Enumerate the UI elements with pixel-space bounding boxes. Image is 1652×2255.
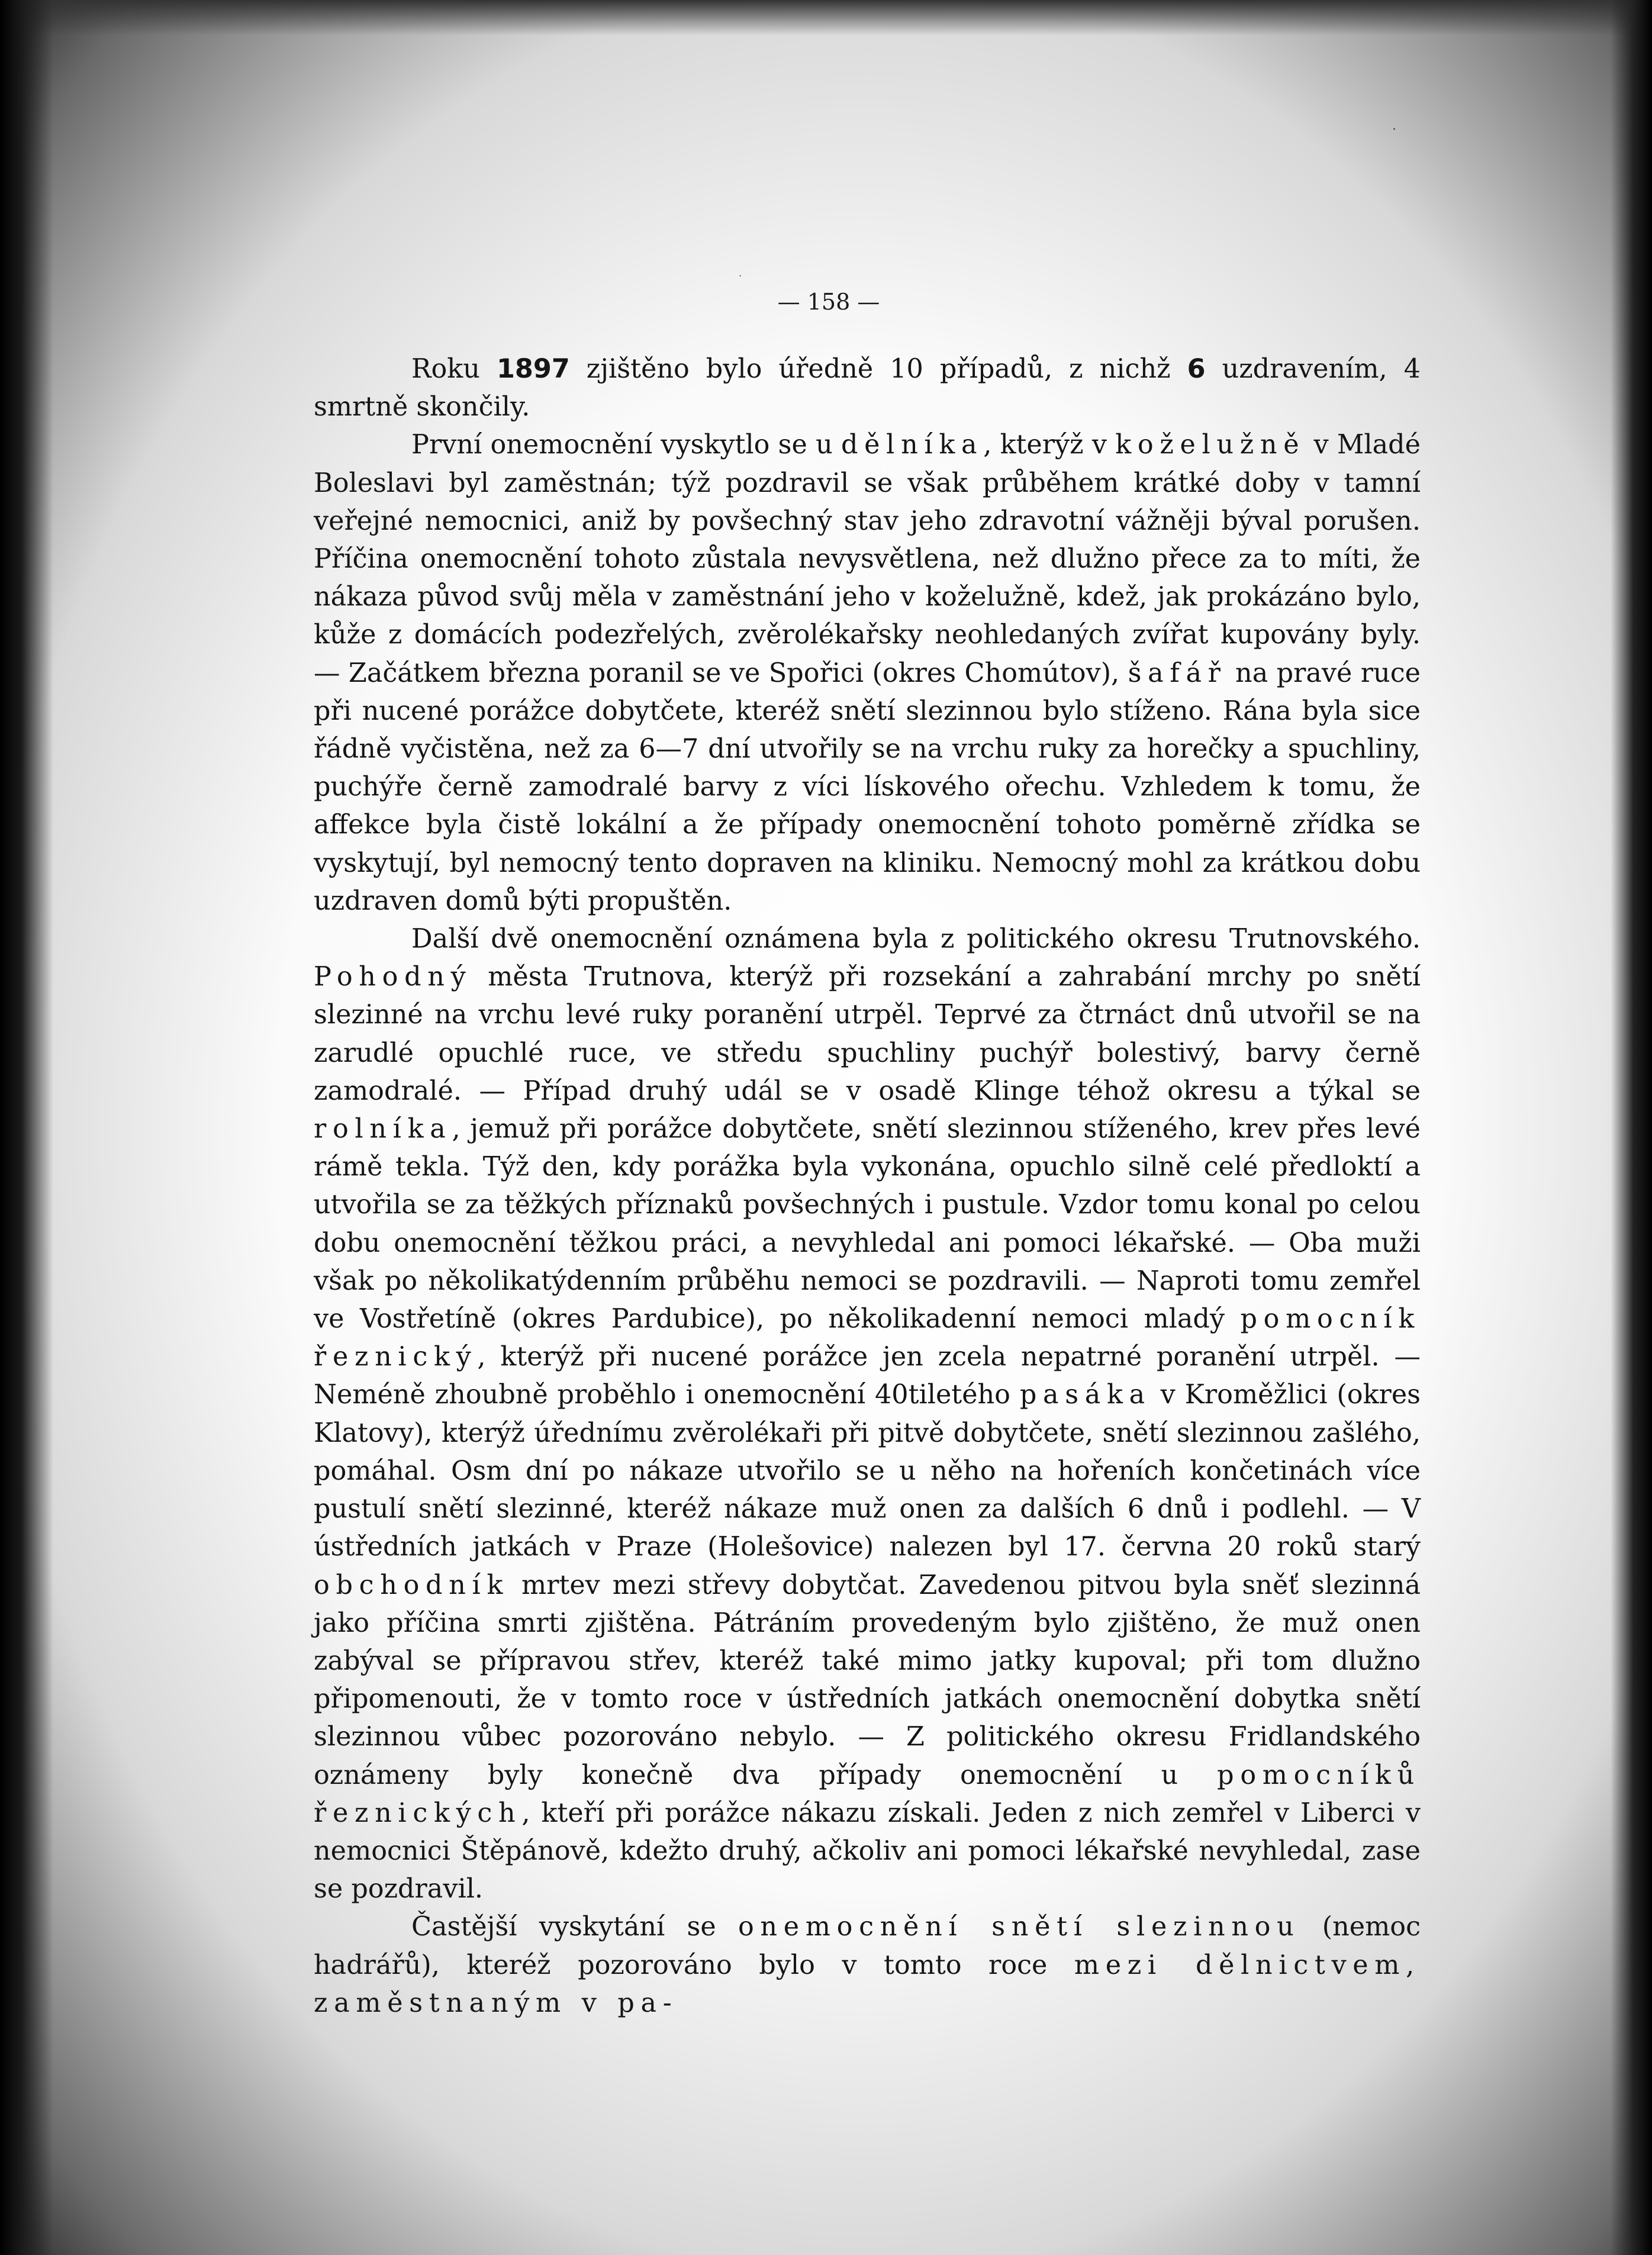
- text-run: , kterýž při nucené porážce jen zcela nepatrné poranění utrpěl. — Neméně zhoubně proběhlo i onemocnění 40tiletého: [314, 1342, 1421, 1410]
- spaced-emphasis: pomocník řeznický: [314, 1304, 1421, 1373]
- speck: .: [1392, 118, 1396, 133]
- bold-number: 6: [1187, 354, 1206, 384]
- bold-number: 1897: [496, 354, 570, 384]
- paragraph: [314, 426, 1421, 920]
- text-run: , kterýž v: [983, 430, 1116, 460]
- body-text: [314, 350, 1421, 2022]
- spaced-emphasis: rolníka: [314, 1114, 452, 1145]
- text-run: Roku: [411, 354, 497, 384]
- spaced-emphasis: mezi dělnictvem, zaměstnaným v pa-: [314, 1950, 1421, 2018]
- text-run: uzdravením, 4 smrtně skončily.: [314, 354, 1421, 423]
- spaced-emphasis: onemocnění snětí slezinnou: [738, 1912, 1300, 1942]
- paragraph: [314, 350, 1421, 426]
- spaced-emphasis: pasáka: [1019, 1380, 1151, 1410]
- text-run: Častější vyskytání se: [411, 1912, 738, 1942]
- text-run: První onemocnění vyskytlo se u: [411, 430, 841, 460]
- text-run: , kteří při porážce nákazu získali. Jeden z nich zemřel v Liberci v nemocnici Štěpánově, kdežto druhý, ačkoliv ani pomoci lékařské nevyhledal, zase se pozdravil.: [314, 1797, 1421, 1905]
- page-number: — 158 —: [777, 289, 880, 315]
- spaced-emphasis: Pohodný: [314, 962, 472, 993]
- scan-shadow-right: [1611, 0, 1652, 2255]
- text-run: v Mladé Boleslavi byl zaměstnán; týž pozdravil se však průběhem krátké doby v tamní veřejné nemocnici, aniž by povšechný stav jeho zdravotní vážněji býval porušen. Příčina onemocnění tohoto zůstala nevysvětlena, než dlužno přece za to míti, že nákaza původ svůj měla v zaměstnání jeho v koželužně, kdež, jak prokázáno bylo, kůže z domácích podezřelých, zvěrolékařsky neohledaných zvířat kupovány byly. — Začátkem března poranil se ve Spořici (okres Chomútov),: [314, 430, 1421, 688]
- spaced-emphasis: dělníka: [841, 430, 984, 460]
- text-run: zjištěno bylo úředně 10 případů, z nichž: [569, 354, 1187, 384]
- paragraph: [314, 920, 1421, 1908]
- scan-shadow-left: [0, 0, 53, 2255]
- spaced-emphasis: šafář: [1128, 658, 1227, 688]
- spaced-emphasis: koželužně: [1115, 430, 1306, 460]
- text-run: , jemuž při porážce dobytčete, snětí slezinnou stíženého, krev přes levé rámě tekla. Týž den, kdy porážka byla vykonána, opuchlo silně celé předloktí a utvořila se za těžkých příznaků povšechných i pustule. Vzdor tomu konal po celou dobu onemocnění těžkou práci, a nevyhledal ani pomoci lékařské. — Oba muži však po několikatýdenním průběhu nemoci se pozdravili. — Naproti tomu zemřel ve Vostřetíně (okres Pardubice), po několikadenní nemoci mladý: [314, 1114, 1421, 1335]
- text-run: mrtev mezi střevy dobytčat. Zavedenou pitvou byla sněť slezinná jako příčina smrti zjištěna. Pátráním provedeným bylo zjištěno, že muž onen zabýval se přípravou střev, kteréž také mimo jatky kupoval; při tom dlužno připomenouti, že v tomto roce v ústředních jatkách onemocnění dobytka snětí slezinnou vůbec pozorováno nebylo. — Z politického okresu Fridlandského oznámeny byly konečně dva případy onemocnění u: [314, 1570, 1421, 1790]
- spaced-emphasis: pomocníků řeznických: [314, 1760, 1421, 1828]
- scan-shadow-top: [0, 0, 1652, 36]
- text-run: města Trutnova, kterýž při rozsekání a zahrabání mrchy po snětí slezinné na vrchu levé ruky poranění utrpěl. Teprvé za čtrnáct dnů utvořil se na zarudlé opuchlé ruce, ve středu spuchliny puchýř bolestivý, barvy černě zamodralé. — Případ druhý udál se v osadě Klinge téhož okresu a týkal se: [314, 962, 1421, 1106]
- text-run: v Kroměžlici (okres Klatovy), kterýž úřednímu zvěrolékaři při pitvě dobytčete, snětí slezinnou zašlého, pomáhal. Osm dní po nákaze utvořilo se u něho na hořeních končetinách více pustulí snětí slezinné, kteréž nákaze muž onen za dalších 6 dnů i podlehl. — V ústředních jatkách v Praze (Holešovice) nalezen byl 17. června 20 roků starý: [314, 1380, 1421, 1563]
- paragraph: [314, 1908, 1421, 2022]
- text-run: na pravé ruce při nucené porážce dobytčete, kteréž snětí slezinnou bylo stíženo. Rána byla sice řádně vyčistěna, než za 6—7 dní utvořily se na vrchu ruky za horečky a spuchliny, puchýře černě zamodralé barvy z víci lískového ořechu. Vzhledem k tomu, že affekce byla čistě lokální a že případy onemocnění tohoto poměrně zřídka se vyskytují, byl nemocný tento dopraven na kliniku. Nemocný mohl za krátkou dobu uzdraven domů býti propuštěn.: [314, 658, 1421, 916]
- speck: .: [739, 268, 742, 279]
- spaced-emphasis: obchodník: [314, 1570, 510, 1600]
- text-run: Další dvě onemocnění oznámena byla z politického okresu Trutnovského.: [411, 924, 1421, 955]
- text-run: (nemoc hadrářů), kteréž pozorováno bylo v tomto roce: [314, 1912, 1421, 1980]
